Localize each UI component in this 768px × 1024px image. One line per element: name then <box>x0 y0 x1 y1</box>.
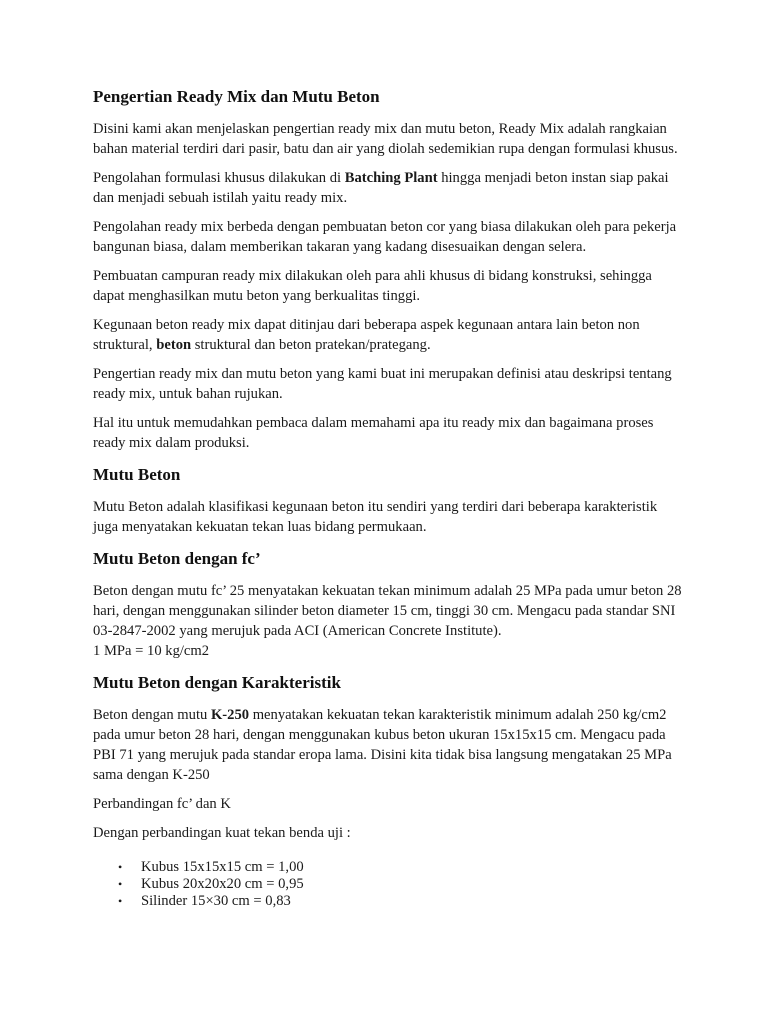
beton-bold: beton <box>156 337 192 353</box>
paragraph-intro-6: Pengertian ready mix dan mutu beton yang kami buat ini merupakan definisi atau deskripsi tentang ready mix, untuk bahan rujukan. <box>93 366 672 402</box>
paragraph-intro-1: Disini kami akan menjelaskan pengertian ready mix dan mutu beton, Ready Mix adalah rangkaian bahan material terdiri dari pasir, batu dan air yang diolah sedemikian rupa dengan formulasi khusus. <box>93 121 678 157</box>
paragraph-fc <box>93 581 682 661</box>
heading-mutu-fc: Mutu Beton dengan fc’ <box>93 549 261 568</box>
heading-pengertian: Pengertian Ready Mix dan Mutu Beton <box>93 87 380 106</box>
list-item <box>93 859 682 876</box>
list-item-text: Silinder 15×30 cm = 0,83 <box>141 893 291 909</box>
batching-plant-bold: Batching Plant <box>344 170 438 186</box>
text-run: menyatakan kekuatan tekan karakteristik minimum adalah 250 kg/cm2 pada umur beton 28 hari, dengan menggunakan kubus beton ukuran 15x15x15 cm. Mengacu pada PBI 71 yang merujuk pada standar eropa lama. Disini kita tidak bisa langsung mengatakan 25 MPa sama dengan K-250 <box>93 707 672 783</box>
fc-conversion: 1 MPa = 10 kg/cm2 <box>93 643 210 659</box>
comparison-intro: Dengan perbandingan kuat tekan benda uji : <box>93 825 351 841</box>
list-item-text: Kubus 15x15x15 cm = 1,00 <box>141 859 304 875</box>
paragraph-k250 <box>93 705 682 785</box>
paragraph-intro-2 <box>93 168 682 208</box>
paragraph-intro-3: Pengolahan ready mix berbeda dengan pembuatan beton cor yang biasa dilakukan oleh para pekerja bangunan biasa, dalam memberikan takaran yang kadang disesuaikan dengan selera. <box>93 219 677 255</box>
text-run: Pengolahan formulasi khusus dilakukan di <box>93 170 345 186</box>
comparison-list <box>93 859 682 910</box>
paragraph-mutu-beton: Mutu Beton adalah klasifikasi kegunaan beton itu sendiri yang terdiri dari beberapa karakteristik juga menyatakan kekuatan tekan luas bidang permukaan. <box>93 499 658 535</box>
heading-mutu-karakteristik: Mutu Beton dengan Karakteristik <box>93 673 341 692</box>
paragraph-intro-7: Hal itu untuk memudahkan pembaca dalam memahami apa itu ready mix dan bagaimana proses ready mix dalam produksi. <box>93 415 654 451</box>
comparison-title: Perbandingan fc’ dan K <box>93 796 231 812</box>
bullet-icon: • <box>118 894 123 908</box>
paragraph-intro-4: Pembuatan campuran ready mix dilakukan oleh para ahli khusus di bidang konstruksi, sehingga dapat menghasilkan mutu beton yang berkualitas tinggi. <box>93 268 652 304</box>
list-item <box>93 893 682 910</box>
bullet-icon: • <box>118 860 123 874</box>
text-run: Kegunaan beton ready mix dapat ditinjau dari beberapa aspek kegunaan antara lain beton non struktural, <box>93 317 640 353</box>
text-run: Beton dengan mutu fc’ 25 menyatakan kekuatan tekan minimum adalah 25 MPa pada umur beton 28 hari, dengan menggunakan silinder beton diameter 15 cm, tinggi 30 cm. Mengacu pada standar SNI 03-2847-2002 yang merujuk pada ACI (American Concrete Institute). <box>93 583 682 639</box>
list-item-text: Kubus 20x20x20 cm = 0,95 <box>141 876 304 892</box>
heading-mutu-beton: Mutu Beton <box>93 465 181 484</box>
list-item <box>93 876 682 893</box>
text-run: Beton dengan mutu <box>93 707 211 723</box>
paragraph-intro-5 <box>93 315 682 355</box>
text-run: hingga menjadi beton instan siap pakai dan menjadi sebuah istilah yaitu ready mix. <box>93 170 669 206</box>
k250-bold: K-250 <box>210 707 250 723</box>
bullet-icon: • <box>118 877 123 891</box>
text-run: struktural dan beton pratekan/prategang. <box>191 337 431 353</box>
